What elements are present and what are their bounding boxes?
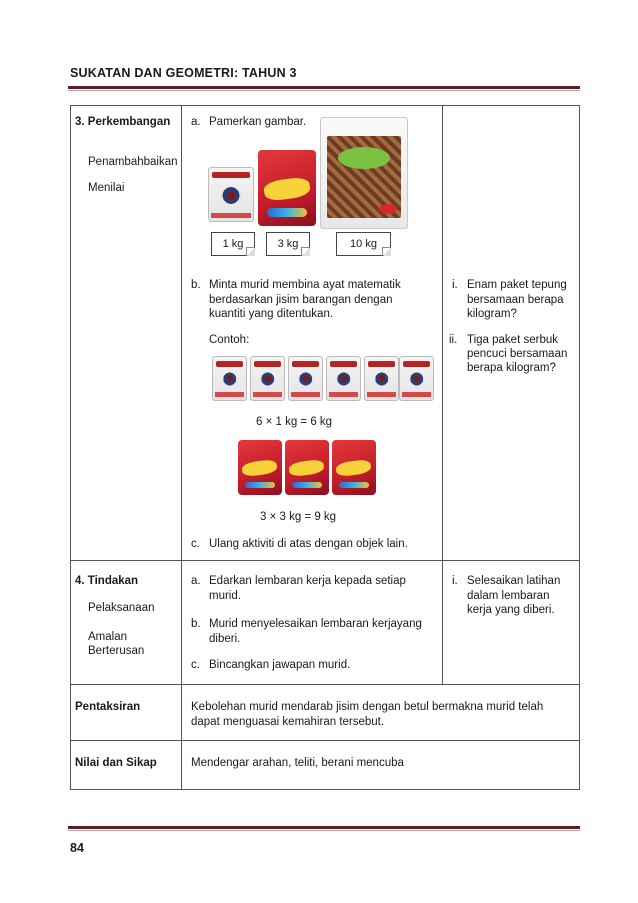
col-divider: [442, 106, 443, 684]
tepung-pack: [250, 356, 285, 401]
substep-penambahbaikan: Penambahbaikan: [88, 156, 178, 168]
r4-question-marker: i.: [452, 575, 458, 587]
r4-item-a-line1: Edarkan lembaran kerja kepada setiap: [209, 575, 406, 587]
r4-item-b-line1: Murid menyelesaikan lembaran kerjayang: [209, 618, 422, 630]
item-c-marker: c.: [191, 538, 200, 550]
header-rule-thin: [68, 90, 580, 91]
nilai-sikap-text: Mendengar arahan, teliti, berani mencuba: [191, 757, 404, 769]
r4-question-line3: kerja yang diberi.: [467, 604, 555, 616]
step-title-perkembangan: 3. Perkembangan: [75, 116, 171, 128]
item-b-line3: kuantiti yang ditentukan.: [209, 308, 334, 320]
r4-item-c-marker: c.: [191, 659, 200, 671]
page-number: 84: [70, 841, 84, 855]
boom-pack: [332, 440, 376, 495]
tepung-1kg-image: [208, 167, 254, 222]
substep-berterusan: Berterusan: [88, 645, 145, 657]
footer-rule-thin: [68, 830, 580, 831]
substep-pelaksanaan: Pelaksanaan: [88, 602, 155, 614]
pentaksiran-line1: Kebolehan murid mendarab jisim dengan betul bermakna murid telah: [191, 701, 544, 713]
beras-10kg-image: [320, 117, 408, 229]
boom-pack: [285, 440, 329, 495]
row-divider: [71, 684, 579, 685]
weight-tag-3kg: 3 kg: [266, 232, 310, 256]
tepung-pack: [288, 356, 323, 401]
item-b-line2: berdasarkan jisim barangan dengan: [209, 294, 393, 306]
substep-amalan: Amalan: [88, 631, 127, 643]
row-divider: [71, 740, 579, 741]
r4-item-b-marker: b.: [191, 618, 201, 630]
item-b-line1: Minta murid membina ayat matematik: [209, 279, 401, 291]
contoh-label: Contoh:: [209, 334, 250, 346]
boom-pack: [238, 440, 282, 495]
header-rule: [68, 86, 580, 89]
footer-rule: [68, 826, 580, 829]
question-2-line1: Tiga paket serbuk: [467, 334, 558, 346]
tepung-pack: [212, 356, 247, 401]
weight-tag-1kg: 1 kg: [211, 232, 255, 256]
tepung-pack: [399, 356, 434, 401]
weight-tag-10kg: 10 kg: [336, 232, 391, 256]
r4-item-a-marker: a.: [191, 575, 201, 587]
question-2-line2: pencuci bersamaan: [467, 348, 568, 360]
r4-question-line2: dalam lembaran: [467, 590, 550, 602]
r4-question-line1: Selesaikan latihan: [467, 575, 561, 587]
question-1-line1: Enam paket tepung: [467, 279, 567, 291]
step-title-tindakan: 4. Tindakan: [75, 575, 139, 587]
item-b-marker: b.: [191, 279, 201, 291]
question-2-line3: berapa kilogram?: [467, 362, 556, 374]
equation-boom: 3 × 3 kg = 9 kg: [260, 511, 337, 523]
row-divider: [71, 560, 579, 561]
equation-tepung: 6 × 1 kg = 6 kg: [256, 416, 333, 428]
item-a-marker: a.: [191, 116, 201, 128]
page-header-title: SUKATAN DAN GEOMETRI: TAHUN 3: [70, 66, 297, 80]
pentaksiran-label: Pentaksiran: [75, 701, 141, 713]
r4-item-c-text: Bincangkan jawapan murid.: [209, 659, 351, 671]
tepung-pack: [326, 356, 361, 401]
question-2-marker: ii.: [449, 334, 458, 346]
tepung-pack: [364, 356, 399, 401]
substep-menilai: Menilai: [88, 182, 125, 194]
boom-3kg-image: [258, 150, 316, 226]
pentaksiran-line2: dapat menguasai kemahiran tersebut.: [191, 716, 385, 728]
item-c-text: Ulang aktiviti di atas dengan objek lain.: [209, 538, 408, 550]
question-1-line2: bersamaan berapa: [467, 294, 564, 306]
col-divider: [181, 106, 182, 790]
r4-item-b-line2: diberi.: [209, 633, 241, 645]
nilai-sikap-label: Nilai dan Sikap: [75, 757, 157, 769]
question-1-line3: kilogram?: [467, 308, 517, 320]
question-1-marker: i.: [452, 279, 458, 291]
r4-item-a-line2: murid.: [209, 590, 241, 602]
item-a-text: Pamerkan gambar.: [209, 116, 307, 128]
